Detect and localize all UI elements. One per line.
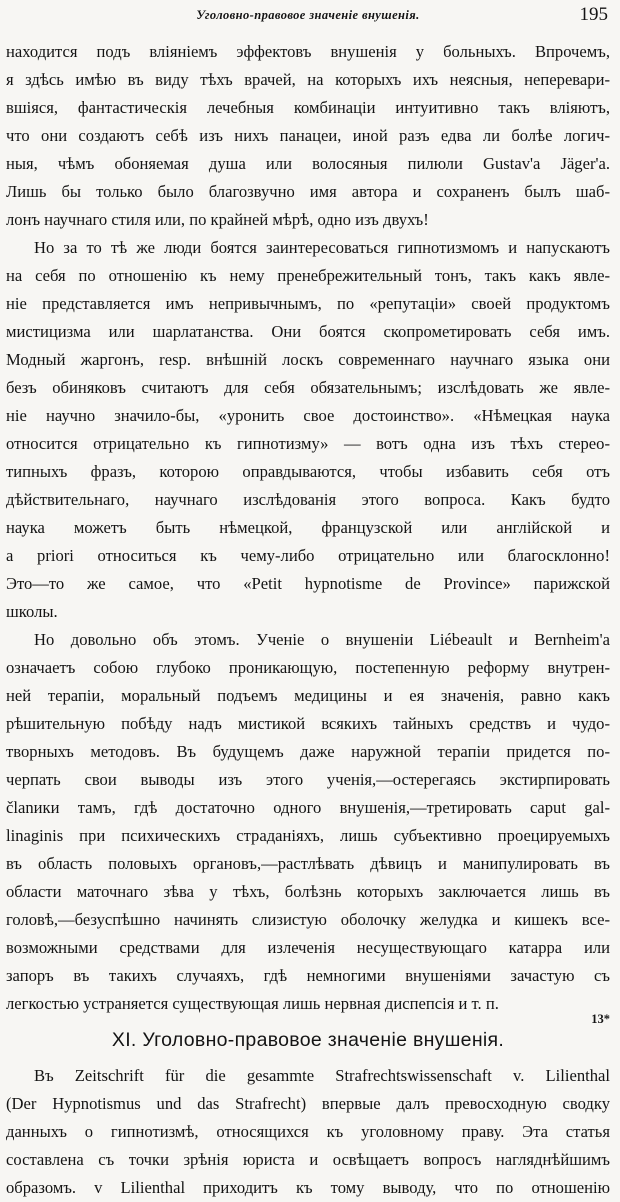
- text-line: находится подъ вліяніемъ эффектовъ внушенія у больныхъ. Впрочемъ,: [6, 42, 610, 61]
- text-line: članики тамъ, гдѣ достаточно одного внушенія,—третировать caput gal-: [6, 798, 610, 817]
- text-line: Въ Zeitschrift für die gesammte Strafrechtswissenschaft v. Lilienthal: [34, 1066, 610, 1085]
- text-line: безъ обиняковъ считаютъ для себя обязательнымъ; изслѣдовать же явле-: [6, 378, 610, 397]
- text-line: образомъ. v Lilienthal приходитъ къ тому выводу, что по отношенію: [6, 1178, 610, 1197]
- text-line: легкостью устраняется существующая лишь нервная диспепсія и т. п.: [6, 994, 499, 1013]
- text-line: относится отрицательно къ гипнотизму» — вотъ одна изъ тѣхъ стерео-: [6, 434, 610, 453]
- text-line: школы.: [6, 602, 58, 621]
- text-line: ней терапіи, моральный подъемъ медицины и ея значенія, равно какъ: [6, 686, 610, 705]
- text-line: рѣшительную побѣду надъ мистикой всякихъ тайныхъ средствъ и чудо-: [6, 714, 610, 733]
- text-line: означаетъ собою глубоко проникающую, постепенную реформу внутрен-: [6, 658, 610, 677]
- text-line: на себя по отношенію къ нему пренебрежительный тонъ, такъ какъ явле-: [6, 266, 610, 285]
- paragraph-1: [6, 38, 610, 234]
- text-line: (Der Hypnotismus und das Strafrecht) впервые далъ превосходную сводку: [6, 1094, 610, 1113]
- text-line: что они создаютъ себѣ изъ нихъ панацеи, иной разъ едва ли болѣе логич-: [6, 126, 610, 145]
- page-number: 195: [579, 4, 608, 25]
- text-line: Лишь бы только было благозвучно имя автора и сохраненъ былъ шаб-: [6, 182, 610, 201]
- text-line: запоръ въ такихъ случаяхъ, гдѣ немногими внушеніями зачастую съ: [6, 966, 610, 985]
- text-line: мистицизма или шарлатанства. Они боятся скопрометировать себя имъ.: [6, 322, 610, 341]
- text-line: творныхъ методовъ. Въ будущемъ даже наружной терапіи придется по-: [6, 742, 610, 761]
- text-line: головѣ,—безуспѣшно начинять слизистую оболочку желудка и кишекъ все-: [6, 910, 610, 929]
- text-line: Это—то же самое, что «Petit hypnotisme de Province» парижской: [6, 574, 610, 593]
- text-line: черпать свои выводы изъ этого ученія,—остерегаясь экстирпировать: [6, 770, 610, 789]
- text-line: я здѣсь имѣю въ виду тѣхъ врачей, на которыхъ ихъ неясныя, неперевари-: [6, 70, 610, 89]
- text-line: данныхъ о гипнотизмѣ, относящихся къ уголовному праву. Эта статья: [6, 1122, 610, 1141]
- text-line: наука можетъ быть нѣмецкой, французской или англійской и: [6, 518, 610, 537]
- text-line: лонъ научнаго стиля или, по крайней мѣрѣ, одно изъ двухъ!: [6, 210, 429, 229]
- text-line: области маточнаго зѣва у тѣхъ, болѣзнь которыхъ заключается лишь въ: [6, 882, 610, 901]
- text-line: возможными средствами для излеченія несуществующаго катарра или: [6, 938, 610, 957]
- signature-mark: 13*: [591, 1012, 610, 1026]
- section-paragraph: [6, 1062, 610, 1202]
- text-line: дѣйствительнаго, научнаго изслѣдованія этого вопроса. Какъ будто: [6, 490, 610, 509]
- running-title: Уголовно-правовое значеніе внушенія.: [196, 8, 420, 22]
- text-line: Но довольно объ этомъ. Ученіе о внушеніи Liébeault и Bernheim'a: [34, 630, 610, 649]
- text-line: вшіяся, фантастическія лечебныя комбинаціи интуитивно такъ вліяютъ,: [6, 98, 610, 117]
- text-line: Модный жаргонъ, resp. внѣшній лоскъ современнаго научнаго языка они: [6, 350, 610, 369]
- text-line: типныхъ фразъ, которою оправдываются, чтобы избавить себя отъ: [6, 462, 610, 481]
- text-line: linaginis при психическихъ страданіяхъ, лишь субъективно проецируемыхъ: [6, 826, 610, 845]
- section-heading: XI. Уголовно-правовое значеніе внушенія.: [111, 1029, 505, 1051]
- text-line: ныя, чѣмъ обоняемая душа или волосяныя пилюли Gustav'a Jäger'a.: [6, 154, 610, 173]
- text-line: Но за то тѣ же люди боятся заинтересоваться гипнотизмомъ и напускаютъ: [34, 238, 610, 257]
- text-line: ніе научно значило-бы, «уронить свое достоинство». «Нѣмецкая наука: [6, 406, 610, 425]
- text-line: въ область половыхъ органовъ,—растлѣвать дѣвицъ и манипулировать въ: [6, 854, 610, 873]
- running-head: [6, 4, 610, 38]
- paragraph-3: [6, 626, 610, 1018]
- paragraph-2: [6, 234, 610, 626]
- text-line: a priori относиться къ чему-либо отрицательно или благосклонно!: [6, 546, 610, 565]
- text-line: составлена съ точки зрѣнія юриста и освѣщаетъ вопросъ нагляднѣйшимъ: [6, 1150, 610, 1169]
- text-line: ніе представляется имъ непривычнымъ, по «репутаціи» своей продуктомъ: [6, 294, 610, 313]
